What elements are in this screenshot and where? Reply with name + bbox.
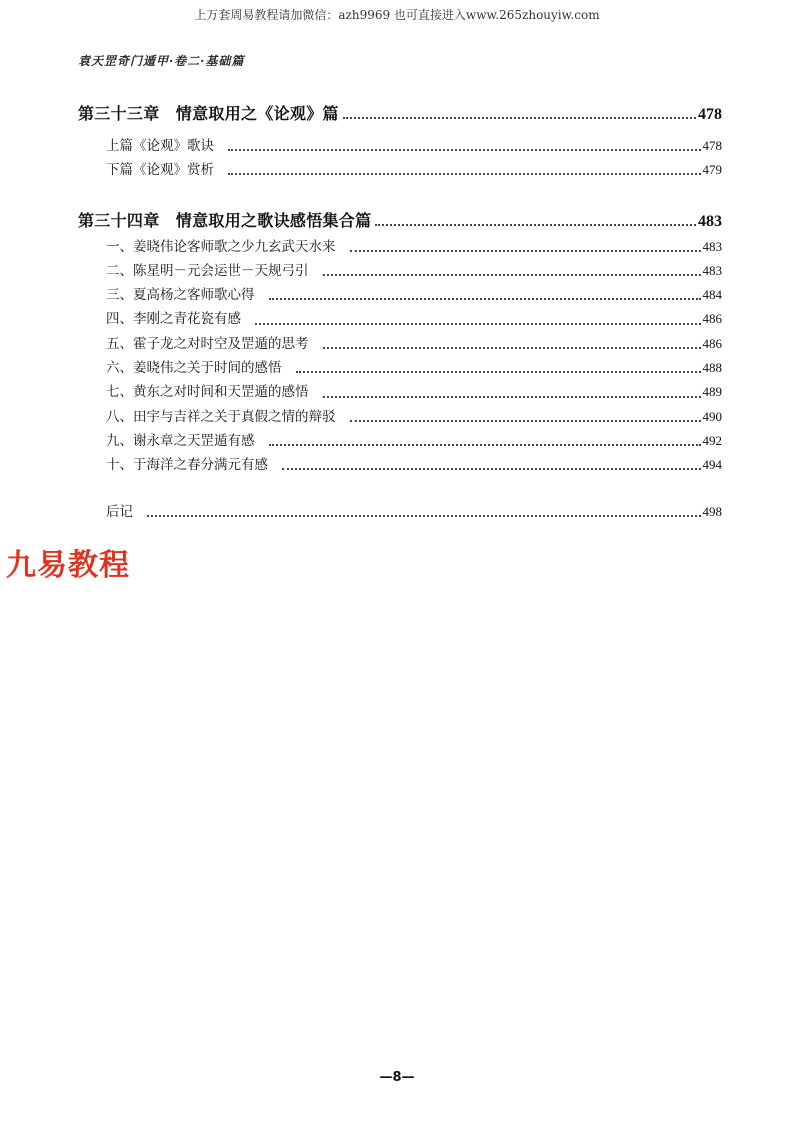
dot-leader: [269, 444, 701, 446]
table-of-contents: [78, 100, 722, 524]
running-header: 袁天罡奇门遁甲·卷二·基础篇: [78, 54, 245, 68]
dot-leader: [228, 173, 701, 175]
toc-entry[interactable]: [78, 307, 722, 331]
toc-entry[interactable]: [78, 380, 722, 404]
toc-entry[interactable]: [78, 453, 722, 477]
dot-leader: [323, 274, 701, 276]
entry-page: 490: [702, 408, 722, 424]
dot-leader: [147, 515, 701, 517]
entry-title: 三、夏高杨之客师歌心得: [106, 287, 255, 304]
chapter-page: 483: [698, 212, 722, 230]
entry-title: 一、姜晓伟论客师歌之少九玄武天水来: [106, 238, 336, 255]
dot-leader: [323, 347, 701, 349]
toc-entry[interactable]: [78, 158, 722, 182]
dot-leader: [350, 420, 701, 422]
toc-entry[interactable]: [78, 332, 722, 356]
entry-page: 486: [702, 311, 722, 327]
toc-chapter-33[interactable]: [78, 100, 722, 128]
toc-entry[interactable]: [78, 405, 722, 429]
entry-page: 478: [702, 138, 722, 153]
dot-leader: [375, 224, 696, 226]
entry-title: 二、陈星明－元会运世－天规弓引: [106, 262, 309, 279]
toc-chapter-34[interactable]: [78, 207, 722, 235]
dot-leader: [343, 117, 696, 119]
dot-leader: [323, 396, 701, 398]
entry-page: 489: [702, 384, 722, 400]
watermark-logo: 九易教程: [6, 548, 130, 583]
entry-title: 九、谢永章之天罡遁有感: [106, 432, 255, 449]
entry-page: 483: [702, 262, 722, 278]
entry-title: 六、姜晓伟之关于时间的感悟: [106, 360, 282, 377]
entry-title: 十、于海洋之春分满元有感: [106, 457, 268, 474]
entry-title: 上篇《论观》歌诀: [106, 138, 214, 154]
toc-entry[interactable]: [78, 259, 722, 283]
entry-page: 484: [702, 287, 722, 303]
toc-entry[interactable]: [78, 283, 722, 307]
page-number: —8—: [379, 1070, 415, 1085]
dot-leader: [350, 250, 701, 252]
afterword-page: 498: [702, 503, 722, 519]
entry-title: 七、黄东之对时间和天罡遁的感悟: [106, 384, 309, 401]
toc-entry[interactable]: [78, 356, 722, 380]
entry-page: 479: [702, 162, 722, 178]
entry-title: 下篇《论观》赏析: [106, 162, 214, 179]
top-banner: 上万套周易教程请加微信：azh9969 也可直接进入www.265zhouyiw.com: [194, 8, 600, 22]
entry-title: 五、霍子龙之对时空及罡遁的思考: [106, 335, 309, 352]
entry-page: 486: [702, 335, 722, 351]
entry-title: 八、田宇与吉祥之关于真假之情的辩驳: [106, 408, 336, 425]
chapter-page: 478: [698, 106, 722, 123]
entry-page: 488: [702, 360, 722, 376]
dot-leader: [269, 298, 701, 300]
entry-page: 494: [702, 457, 722, 473]
toc-entry[interactable]: [78, 429, 722, 453]
afterword-title: 后记: [106, 503, 133, 520]
toc-entry[interactable]: [78, 134, 722, 158]
chapter-title: 第三十四章 情意取用之歌诀感悟集合篇: [78, 210, 372, 230]
entry-page: 483: [702, 238, 722, 254]
toc-entry[interactable]: [78, 235, 722, 259]
dot-leader: [255, 323, 701, 325]
dot-leader: [228, 149, 701, 151]
dot-leader: [296, 371, 701, 373]
toc-afterword[interactable]: [78, 500, 722, 524]
dot-leader: [282, 468, 701, 470]
entry-title: 四、李刚之青花瓷有感: [106, 311, 241, 328]
entry-page: 492: [702, 432, 722, 448]
chapter-title: 第三十三章 情意取用之《论观》篇: [78, 104, 339, 123]
